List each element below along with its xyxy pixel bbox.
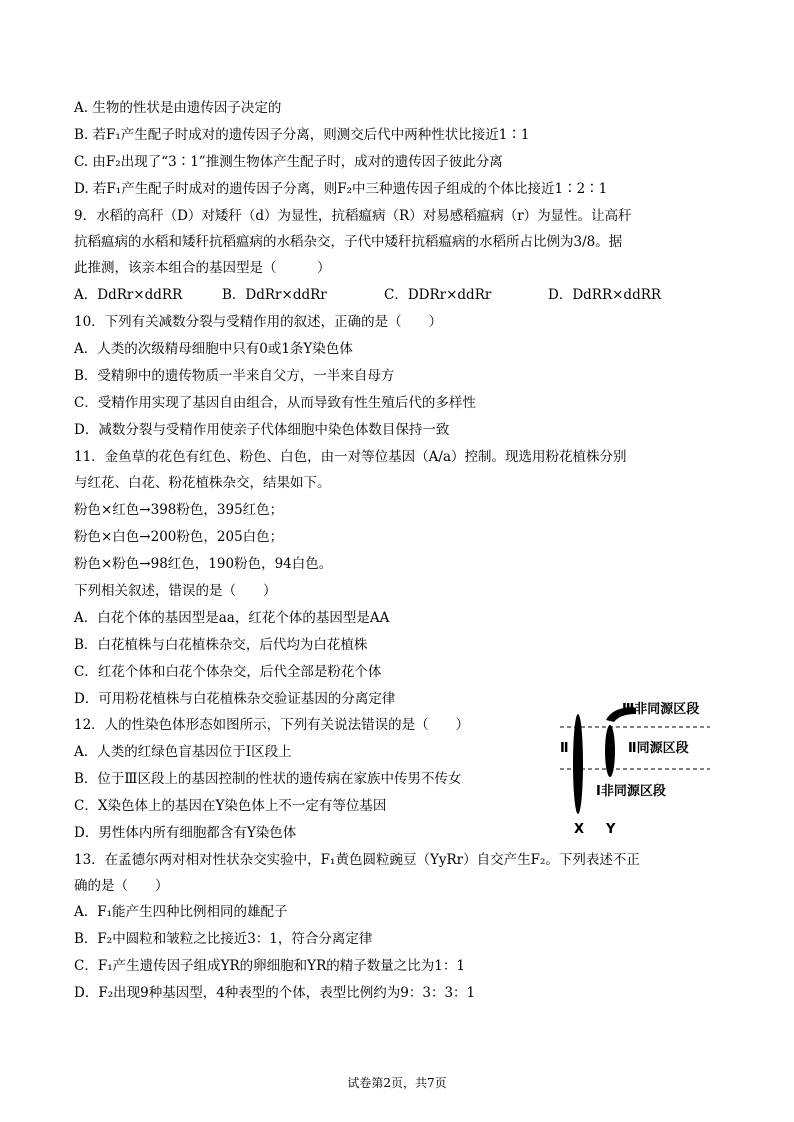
q9-option-a: A．DdRr×ddRR [74,287,183,303]
q11-cross-result-3: 粉色×粉色→98红色，190粉色，94白色。 [74,556,333,572]
q9-option-b: B．DdRr×ddRr [222,287,327,303]
label-iii-nonhomologous: Ⅲ非同源区段 [622,702,700,717]
q12-option-a: A．人类的红绿色盲基因位于Ⅰ区段上 [74,744,292,760]
q10-stem: 10．下列有关减数分裂与受精作用的叙述，正确的是（ ） [74,314,443,330]
q13-option-b: B．F₂中圆粒和皱粒之比接近3：1，符合分离定律 [74,931,373,947]
q11-option-a: A．白花个体的基因型是aa，红花个体的基因型是AA [74,610,390,626]
q10-option-d: D．减数分裂与受精作用使亲子代体细胞中染色体数目保持一致 [74,422,450,438]
q11-question: 下列相关叙述，错误的是（ ） [74,583,277,599]
q9-stem-line1: 9．水稻的高秆（D）对矮秆（d）为显性，抗稻瘟病（R）对易感稻瘟病（r）为显性。让高秆 [74,208,632,224]
q10-option-c: C．受精作用实现了基因自由组合，从而导致有性生殖后代的多样性 [74,395,476,411]
label-ii-homologous: Ⅱ同源区段 [628,741,689,756]
q11-option-d: D．可用粉花植株与白花植株杂交验证基因的分离定律 [74,691,396,707]
label-ii-left: Ⅱ [560,741,569,756]
q13-option-c: C．F₁产生遗传因子组成YR的卵细胞和YR的精子数量之比为1：1 [74,958,465,974]
q9-option-d: D．DdRR×ddRR [548,287,662,303]
page-footer: 试卷第2页，共7页 [347,1076,447,1090]
q11-stem-line2: 与红花、白花、粉花植株杂交，结果如下。 [74,475,331,491]
q12-option-d: D．男性体内所有细胞都含有Y染色体 [74,825,297,841]
label-y: Y [606,822,616,837]
q11-stem-line1: 11．金鱼草的花色有红色、粉色、白色，由一对等位基因（A/a）控制。现选用粉花植株分别 [74,449,627,465]
q9-option-c: C．DDRr×ddRr [384,287,492,303]
q8-option-c: C. 由F₂出现了“3∶1”推测生物体产生配子时，成对的遗传因子彼此分离 [74,154,503,170]
y-chromosome [605,725,615,777]
q8-option-b: B. 若F₁产生配子时成对的遗传因子分离，则测交后代中两种性状比接近1∶1 [74,127,530,143]
q10-option-a: A．人类的次级精母细胞中只有0或1条Y染色体 [74,341,353,357]
label-x: X [574,822,585,837]
q13-stem-line1: 13．在孟德尔两对相对性状杂交实验中，F₁黄色圆粒豌豆（YyRr）自交产生F₂。下列表述不正 [74,852,640,868]
q12-option-b: B．位于Ⅲ区段上的基因控制的性状的遗传病在家族中传男不传女 [74,771,462,787]
q11-option-b: B．白花植株与白花植株杂交，后代均为白花植株 [74,637,368,653]
q13-option-a: A．F₁能产生四种比例相同的雄配子 [74,904,288,920]
q11-cross-result-1: 粉色×红色→398粉色，395红色； [74,502,284,518]
q8-option-a: A. 生物的性状是由遗传因子决定的 [74,100,282,116]
x-chromosome [573,714,583,814]
q12-option-c: C．X染色体上的基因在Y染色体上不一定有等位基因 [74,798,387,814]
q9-stem-line3: 此推测，该亲本组合的基因型是（ ） [74,260,331,276]
q9-stem-line2: 抗稻瘟病的水稻和矮秆抗稻瘟病的水稻杂交，子代中矮秆抗稻瘟病的水稻所占比例为3/8。据 [74,234,623,250]
sex-chromosome-diagram [540,696,750,838]
q12-stem: 12．人的性染色体形态如图所示，下列有关说法错误的是（ ） [74,717,470,733]
q13-stem-line2: 确的是（ ） [74,878,169,894]
q11-option-c: C．红花个体和白花个体杂交，后代全部是粉花个体 [74,664,382,680]
label-i-nonhomologous: Ⅰ非同源区段 [596,784,666,799]
q11-cross-result-2: 粉色×白色→200粉色，205白色； [74,529,284,545]
q13-option-d: D．F₂出现9种基因型，4种表型的个体，表型比例约为9：3：3：1 [74,985,476,1001]
q8-option-d: D. 若F₁产生配子时成对的遗传因子分离，则F₂中三种遗传因子组成的个体比接近1∶2∶1 [74,181,608,197]
q10-option-b: B．受精卵中的遗传物质一半来自父方，一半来自母方 [74,368,395,384]
